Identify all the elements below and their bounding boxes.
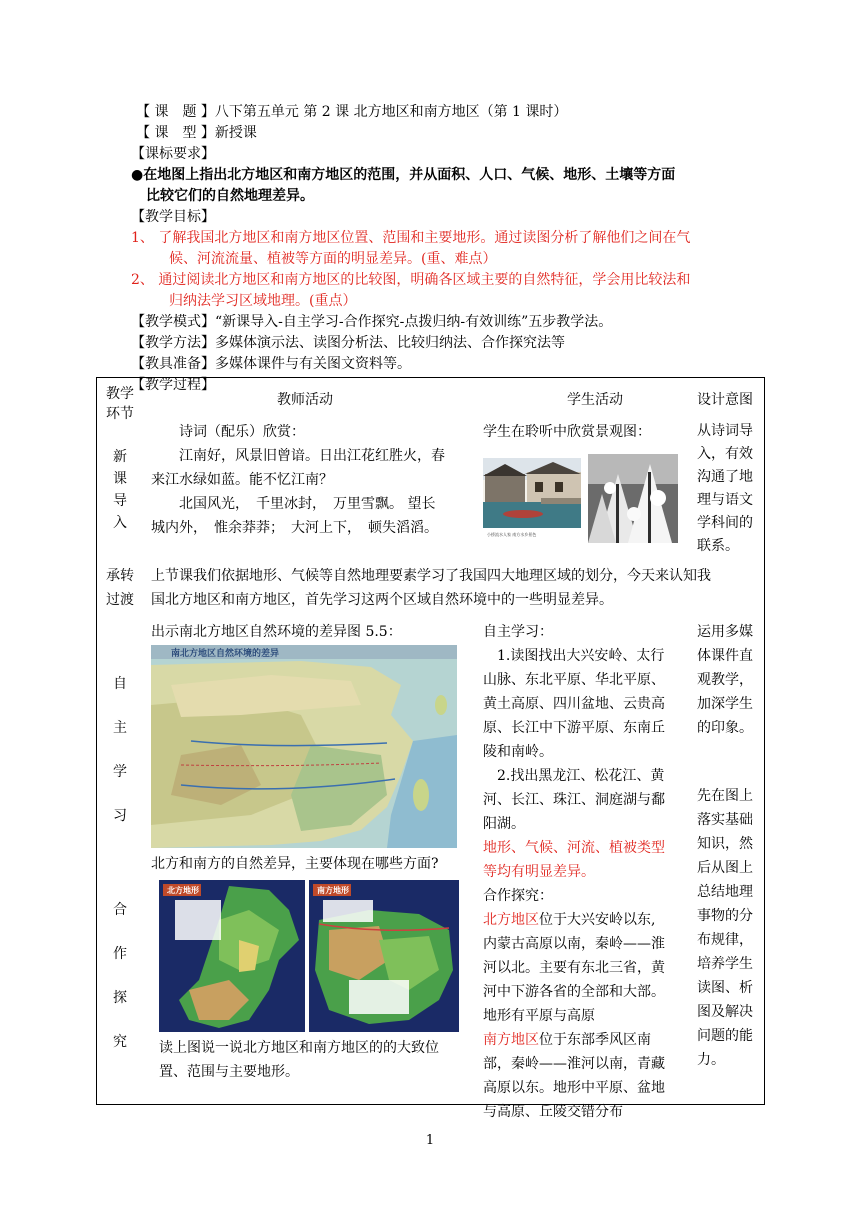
intro-student: 学生在聆听中欣赏景观图： <box>483 424 651 440</box>
north-region-label: 北方地区 <box>483 912 539 928</box>
north-south-difference-map <box>151 645 457 848</box>
course-type: 【 课 型 】新授课 <box>136 125 257 141</box>
intro-teacher: 诗词（配乐）欣赏： 江南好，风景旧曾谙。日出江花红胜火，春 来江水绿如蓝。能不忆江南？ 北国风光， 千里冰封， 万里雪飘。 望长 城内外， 惟余莽莽； 大河上下， 顿失滔滔。 <box>151 424 445 536</box>
standard-heading: 【课标要求】 <box>131 146 215 162</box>
course-title: 【 课 题 】八下第五单元 第 2 课 北方地区和南方地区（第 1 课时） <box>136 104 568 120</box>
process-heading: 【教学过程】 <box>131 377 215 393</box>
goal-2-line-2: 归纳法学习区域地理。(重点） <box>169 293 357 309</box>
stage-cooperative: 合 作 探 究 <box>113 902 127 1050</box>
self-study-student: 自主学习： 1.读图找出大兴安岭、太行 山脉、东北平原、华北平原、 黄土高原、四川盆地、云贵高 原、长江中下游平原、东南丘 陵和南岭。 2.找出黑龙江、松花江、黄 河、长江、珠江、洞庭湖与鄱 阳湖。 地形、气候、河流、植被类型 等均有明显差异。 合作探究： 北方地区位于大兴安岭以东, 内蒙古高原以南，秦岭——淮 河以北。主要有东北三省，黄 河中下游各省的全部和大部。 地形有平原与高原 南方地区位于东部季风区南 部，秦岭——淮河以南，青藏 高原以东。地形中平原、盆地 与高原、丘陵交错分布 <box>483 624 665 1120</box>
stage-transition: 承转 过渡 <box>106 568 134 608</box>
stage-intro: 新 课 导 入 <box>113 449 127 531</box>
intro-intent: 从诗词导 入，有效 沟通了地 理与语文 学科间的 联系。 <box>697 423 753 554</box>
page-number: 1 <box>425 1133 435 1148</box>
map-title: 南北方地区自然环境的差异 <box>171 649 280 659</box>
south-region-label: 南方地区 <box>483 1032 539 1048</box>
stage-self-study: 自 主 学 习 <box>113 676 127 824</box>
teacher-question: 北方和南方的自然差异，主要体现在哪些方面? <box>151 856 439 872</box>
header-teacher: 教师活动 <box>277 392 333 408</box>
teaching-methods: 【教学方法】多媒体演示法、读图分析法、比较归纳法、合作探究法等 <box>131 335 565 351</box>
header-intent: 设计意图 <box>697 392 753 408</box>
teacher-show-map: 出示南北方地区自然环境的差异图 5.5： <box>151 624 402 640</box>
coop-intent: 先在图上 落实基础 知识，然 后从图上 总结地理 事物的分 布规律， 培养学生 读图、析 图及解决 问题的能 力。 <box>697 788 753 1068</box>
south-terrain-map <box>309 880 459 1032</box>
water-town-photo <box>483 458 581 540</box>
goal-2-line-1: 2、 通过阅读北方地区和南方地区的比较图，明确各区域主要的自然特征，学会用比较法和 <box>131 272 691 288</box>
coop-heading: 合作探究： <box>483 888 553 904</box>
self-study-intent: 运用多媒 体课件直 观教学， 加深学生 的印象。 <box>697 624 753 736</box>
goal-1-line-2: 候、河流流量、植被等方面的明显差异。(重、难点） <box>169 251 497 267</box>
goal-1-line-1: 1、 了解我国北方地区和南方地区位置、范围和主要地形。通过读图分析了解他们之间在气 <box>131 230 691 246</box>
header-student: 学生活动 <box>567 392 623 408</box>
teaching-mode: 【教学模式】“新课导入-自主学习-合作探究-点拨归纳-有效训练”五步教学法。 <box>131 314 613 330</box>
goals-heading: 【教学目标】 <box>131 209 215 225</box>
difference-note: 地形、气候、河流、植被类型 <box>483 840 665 856</box>
south-map-title: 南方地形 <box>317 886 349 895</box>
standard-line-1: ●在地图上指出北方地区和南方地区的范围，并从面积、人口、气候、地形、土壤等方面 <box>131 167 676 183</box>
teacher-read-map: 读上图说一说北方地区和南方地区的的大致位 置、范围与主要地形。 <box>159 1040 439 1080</box>
photo-caption: 小桥流水人家 南方水乡景色 <box>487 532 537 537</box>
standard-line-2: 比较它们的自然地理差异。 <box>146 188 314 204</box>
lesson-table <box>96 377 765 1120</box>
snow-scene-photo <box>588 454 678 543</box>
north-terrain-map <box>159 880 305 1032</box>
north-map-title: 北方地形 <box>167 886 199 895</box>
header-stage: 教学 环节 <box>106 386 134 422</box>
teaching-tools: 【教具准备】多媒体课件与有关图文资料等。 <box>131 356 411 372</box>
transition-text: 上节课我们依据地形、气候等自然地理要素学习了我国四大地理区域的划分，今天来认知我 国北方地区和南方地区，首先学习这两个区域自然环境中的一些明显差异。 <box>151 568 711 608</box>
